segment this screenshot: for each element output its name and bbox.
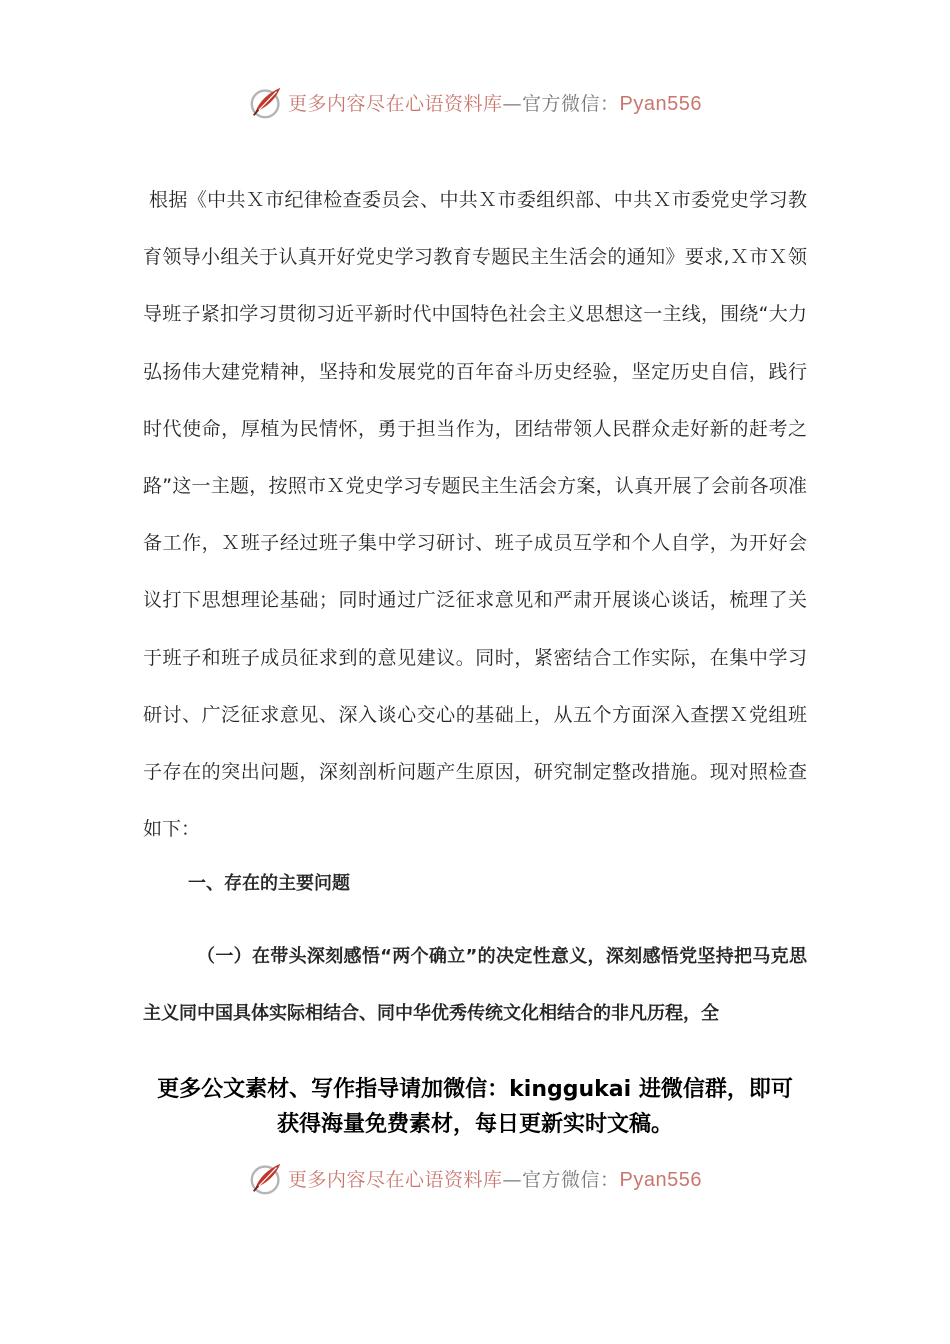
quill-logo-icon [248,83,286,121]
footer-watermark-banner [0,1156,950,1200]
watermark-wechat-id: Pyan556 [619,1168,702,1191]
watermark-brand: 更多内容尽在心语资料库 [288,1168,503,1191]
section-heading: 一、存在的主要问题 [188,873,350,894]
watermark-dash: — [502,92,523,115]
watermark-brand: 更多内容尽在心语资料库 [288,92,503,115]
sub-heading: （一）在带头深刻感悟“两个确立”的决定性意义，深刻感悟党坚持把马克思主义同中国具体实际相结合、同中华优秀传统文化相结合的非凡历程，全 [143,946,807,1024]
watermark-wechat-id: Pyan556 [619,92,702,115]
quill-logo-icon [248,1159,286,1197]
body-paragraph: 根据《中共Ｘ市纪律检查委员会、中共Ｘ市委组织部、中共Ｘ市委党史学习教育领导小组关于认真开好党史学习教育专题民主生活会的通知》要求,Ｘ市Ｘ领导班子紧扣学习贯彻习近平新时代中国特色社会主义思想这一主线，围绕“大力弘扬伟大建党精神，坚持和发展党的百年奋斗历史经验，坚定历史自信，践行时代使命，厚植为民情怀，勇于担当作为，团结带领人民群众走好新的赶考之路”这一主题，按照市Ｘ党史学习专题民主生活会方案，认真开展了会前各项准备工作，Ｘ班子经过班子集中学习研讨、班子成员互学和个人自学，为开好会议打下思想理论基础；同时通过广泛征求意见和严肃开展谈心谈话，梳理了关于班子和班子成员征求到的意见建议。同时，紧密结合工作实际，在集中学习研讨、广泛征求意见、深入谈心交心的基础上，从五个方面深入查摆Ｘ党组班子存在的突出问题，深刻剖析问题产生原因，研究制定整改措施。现对照检查如下： [143,189,807,841]
watermark-text [288,1165,702,1192]
header-watermark-banner [0,80,950,124]
watermark-text [288,89,702,116]
watermark-wechat-label: 官方微信： [522,92,620,115]
promo-notice [120,1072,830,1142]
promo-line-1: 更多公文素材、写作指导请加微信：kinggukai 进微信群，即可 [157,1077,793,1102]
promo-line-2: 获得海量免费素材，每日更新实时文稿。 [276,1112,673,1137]
watermark-wechat-label: 官方微信： [522,1168,620,1191]
watermark-dash: — [502,1168,523,1191]
